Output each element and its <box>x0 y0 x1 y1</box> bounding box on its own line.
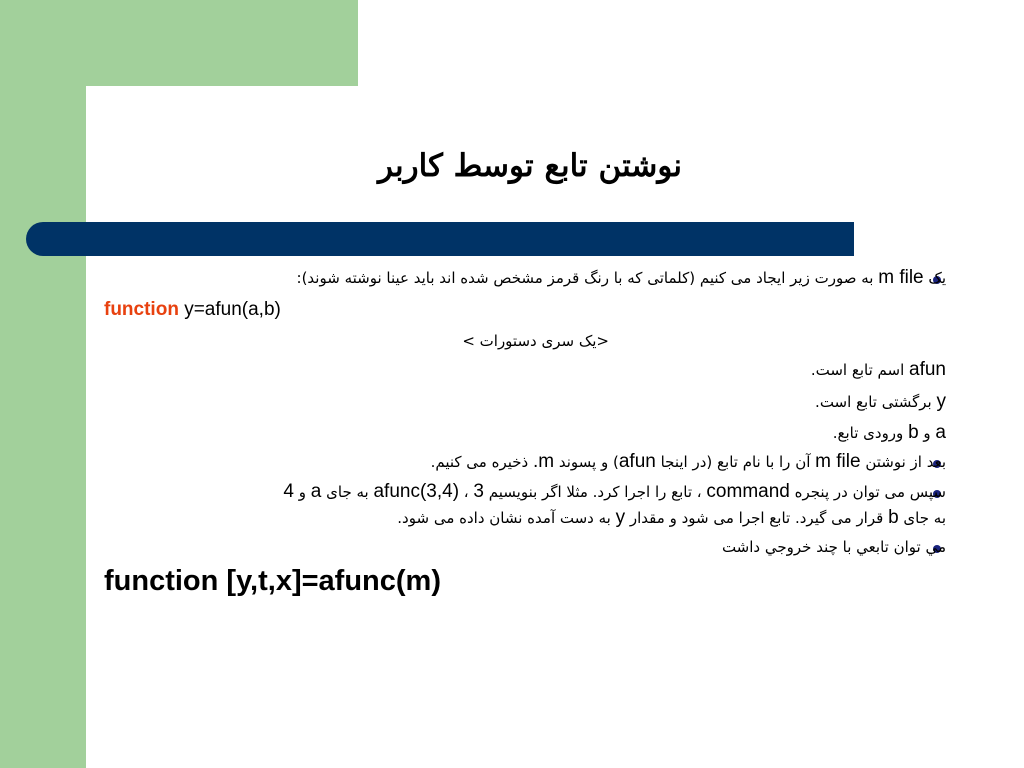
rounded-corner <box>86 86 146 146</box>
multi-output-example: function [y,t,x]=afunc(m) <box>104 565 441 597</box>
bullet-4-text: مي توان تابعي با چند خروجي داشت <box>721 538 946 556</box>
title-divider-bar <box>26 222 854 256</box>
bullet-3-text-line2: به جای b قرار می گیرد. تابع اجرا می شود و مقدار y به دست آمده نشان داده می شود. <box>397 507 946 528</box>
bullet-2-text: بعد از نوشتن m file آن را با نام تابع (در اینجا afun) و پسوند m. ذخیره می کنیم. <box>430 451 946 472</box>
slide-title: نوشتن تابع توسط کاربر <box>377 148 683 184</box>
bullet-3-text-line1: سپس می توان در پنجره command ، تابع را اجرا کرد. مثلا اگر بنویسیم afunc(3,4) ، 3 به جای a و 4 <box>283 481 946 502</box>
commands-placeholder: <یک سری دستورات > <box>462 332 609 350</box>
code-mfile: m file <box>878 267 924 288</box>
function-signature: function y=afun(a,b) <box>104 299 281 320</box>
y-description: y برگشتی تابع است. <box>815 391 946 412</box>
bullet-1-text: یک m file به صورت زیر ایجاد می کنیم (کلماتی که با رنگ قرمز مشخص شده اند باید عینا نوشته شوند): <box>296 267 946 288</box>
left-green-band <box>0 0 86 768</box>
keyword-function: function <box>104 299 179 320</box>
inputs-description: a و b ورودی تابع. <box>832 422 946 443</box>
top-green-band <box>86 0 358 86</box>
afun-description: afun اسم تابع است. <box>810 359 946 380</box>
